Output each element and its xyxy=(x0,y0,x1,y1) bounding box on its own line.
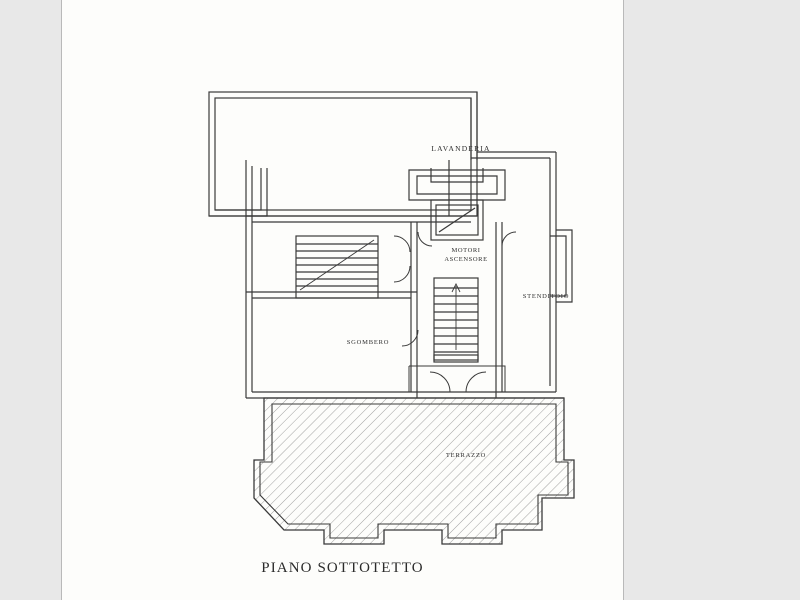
label-sgombero: SGOMBERO xyxy=(346,339,390,346)
interior-walls xyxy=(246,168,505,398)
terrace-hatching xyxy=(254,398,574,544)
staircase-lower xyxy=(434,278,478,362)
left-gutter xyxy=(0,0,62,600)
label-ascensore: ASCENSORE xyxy=(444,256,488,263)
staircase-upper xyxy=(296,236,378,298)
page-title: PIANO SOTTOTETTO xyxy=(261,560,424,576)
label-motori: MOTORI xyxy=(451,247,481,254)
label-terrazzo: TERRAZZO xyxy=(445,452,487,459)
document-page xyxy=(62,0,623,600)
label-lavanderia: LAVANDERIA xyxy=(431,144,491,153)
floorplan-drawing xyxy=(62,0,623,600)
outer-walls xyxy=(209,92,572,398)
label-stenditoio: STENDITOIO xyxy=(522,293,570,300)
right-gutter xyxy=(623,0,800,600)
